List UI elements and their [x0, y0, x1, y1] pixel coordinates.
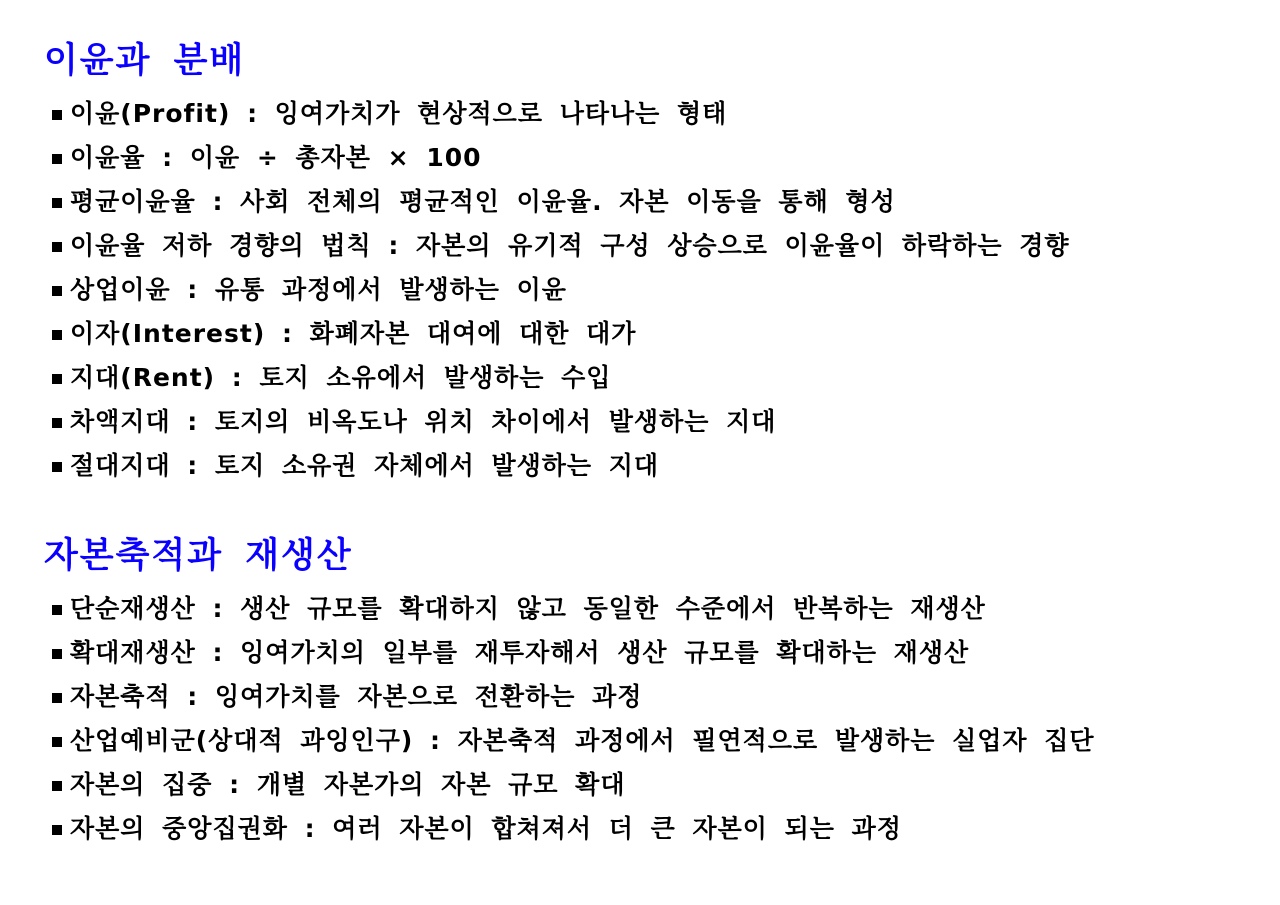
- list-item: [44, 400, 1244, 444]
- item-text: 차액지대 : 토지의 비옥도나 위치 차이에서 발생하는 지대: [70, 407, 777, 436]
- list-item: [44, 180, 1244, 224]
- section-capital-accumulation: [44, 531, 1244, 851]
- item-text: 이윤율 저하 경향의 법칙 : 자본의 유기적 구성 상승으로 이윤율이 하락하는 경향: [70, 231, 1070, 260]
- square-bullet-icon: [52, 693, 62, 703]
- square-bullet-icon: [52, 154, 62, 164]
- list-item: [44, 719, 1244, 763]
- item-text: 지대(Rent) : 토지 소유에서 발생하는 수입: [70, 363, 612, 392]
- item-text: 이자(Interest) : 화폐자본 대여에 대한 대가: [70, 319, 637, 348]
- list-item: [44, 136, 1244, 180]
- square-bullet-icon: [52, 462, 62, 472]
- item-text: 절대지대 : 토지 소유권 자체에서 발생하는 지대: [70, 451, 660, 480]
- item-text: 자본의 집중 : 개별 자본가의 자본 규모 확대: [70, 770, 626, 799]
- list-item: [44, 312, 1244, 356]
- list-item: [44, 763, 1244, 807]
- square-bullet-icon: [52, 286, 62, 296]
- list-item: [44, 92, 1244, 136]
- list-item: [44, 807, 1244, 851]
- item-text: 자본의 중앙집권화 : 여러 자본이 합쳐져서 더 큰 자본이 되는 과정: [70, 814, 902, 843]
- item-text: 평균이윤율 : 사회 전체의 평균적인 이윤율. 자본 이동을 통해 형성: [70, 187, 896, 216]
- definition-list: [44, 92, 1244, 488]
- list-item: [44, 268, 1244, 312]
- square-bullet-icon: [52, 198, 62, 208]
- section-profit-distribution: [44, 36, 1244, 488]
- square-bullet-icon: [52, 374, 62, 384]
- square-bullet-icon: [52, 737, 62, 747]
- list-item: [44, 356, 1244, 400]
- definition-list: [44, 587, 1244, 851]
- square-bullet-icon: [52, 605, 62, 615]
- square-bullet-icon: [52, 418, 62, 428]
- item-text: 자본축적 : 잉여가치를 자본으로 전환하는 과정: [70, 682, 643, 711]
- item-text: 산업예비군(상대적 과잉인구) : 자본축적 과정에서 필연적으로 발생하는 실업자 집단: [70, 726, 1095, 755]
- list-item: [44, 631, 1244, 675]
- square-bullet-icon: [52, 242, 62, 252]
- item-text: 단순재생산 : 생산 규모를 확대하지 않고 동일한 수준에서 반복하는 재생산: [70, 594, 986, 623]
- item-text: 확대재생산 : 잉여가치의 일부를 재투자해서 생산 규모를 확대하는 재생산: [70, 638, 970, 667]
- square-bullet-icon: [52, 330, 62, 340]
- section-title: 이윤과 분배: [44, 41, 246, 81]
- item-text: 이윤(Profit) : 잉여가치가 현상적으로 나타나는 형태: [70, 99, 728, 128]
- item-text: 상업이윤 : 유통 과정에서 발생하는 이윤: [70, 275, 567, 304]
- square-bullet-icon: [52, 649, 62, 659]
- section-title: 자본축적과 재생산: [44, 536, 353, 576]
- list-item: [44, 675, 1244, 719]
- square-bullet-icon: [52, 825, 62, 835]
- item-text: 이윤율 : 이윤 ÷ 총자본 × 100: [70, 143, 482, 172]
- square-bullet-icon: [52, 781, 62, 791]
- list-item: [44, 587, 1244, 631]
- list-item: [44, 224, 1244, 268]
- list-item: [44, 444, 1244, 488]
- square-bullet-icon: [52, 110, 62, 120]
